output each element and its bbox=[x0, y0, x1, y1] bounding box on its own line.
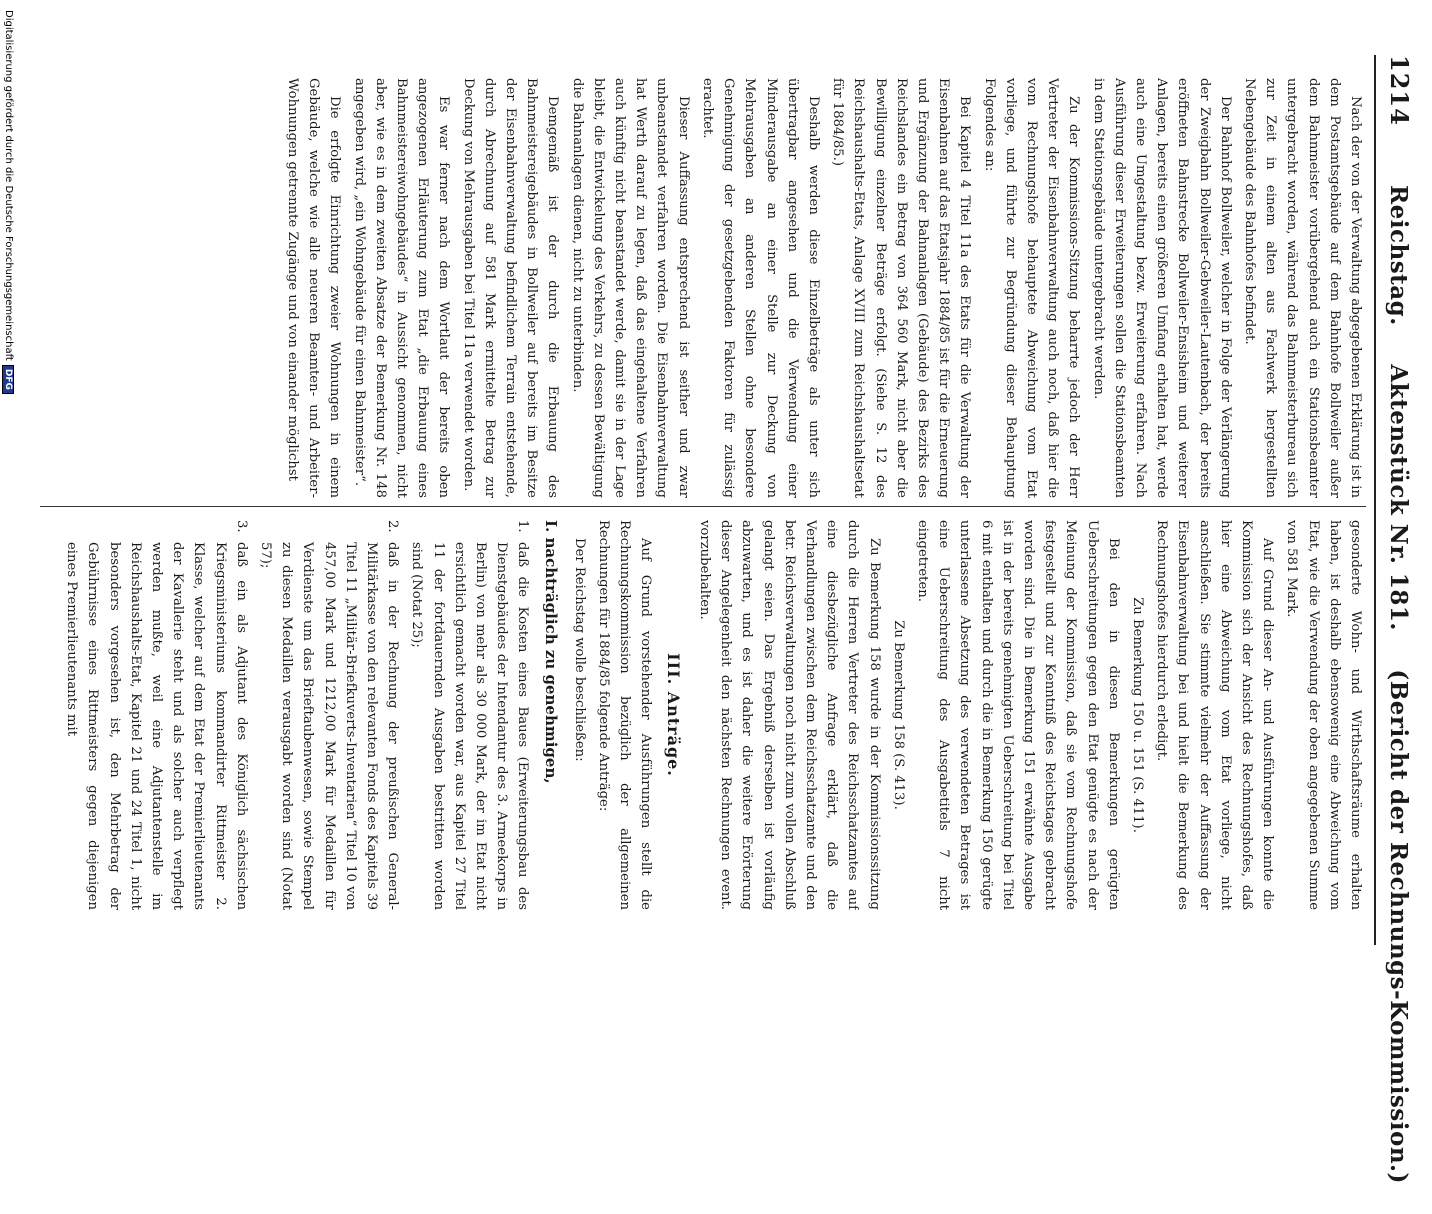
subsection-heading: I. nachträglich zu genehmigen, bbox=[541, 520, 560, 784]
page-header bbox=[1376, 55, 1422, 1184]
paragraph: Demgemäß ist der durch die Erbauung des Bahnmeistereigebäudes in Bollweiler auf bereits im Besitze der Eisenbahnverwaltung befindlichem Terrain entstehende, durch Abrechnung auf 581 Mark ermittelte Betrag zur Deckung von Mehrausgaben bei Titel 11a verwendet worden. bbox=[460, 78, 561, 498]
dfg-logo: DFG bbox=[2, 365, 14, 394]
paragraph: Auf Grund vorstehender Ausführungen stellt die Rechnungskommission bezüglich der allgemeinen Rechnungen für 1884/85 folgende Anträge: bbox=[596, 520, 654, 910]
paragraph: Nach der von der Verwaltung abgegebenen Erklärung ist in dem Postamtsgebäude auf dem Bahnhofe Bollweiler außer dem Bahnmeister vorübergehend auch ein Stationsbeamter untergebracht worden, während das Bahnmeisterbureau sich zur Zeit in einem alten aus Fachwerk hergestellten Nebengebäude des Bahnhofes befindet. bbox=[1241, 78, 1363, 498]
list-item bbox=[61, 520, 252, 910]
list-item-number: 1. bbox=[515, 520, 531, 533]
paragraph: Zu Bemerkung 158 wurde in der Kommissionssitzung durch die Herren Vertreter des Reichsschatzamtes auf eine diesbezügliche Anfrage erklärt, daß die Verhandlungen zwischen dem Reichsschatzamte und den betr. Reichsverwaltungen noch nicht zum vollen Abschluß gelangt seien. Das Ergebniß derselben ist vorläufig abzuwarten, und es ist daher die weitere Erörterung dieser Angelegenheit den nächsten Rechnungen event. vorzubehalten. bbox=[696, 520, 882, 910]
list-item-text: daß ein als Adjutant des Königlich sächsischen Kriegsministeriums kommandirter Rittmeister 2. Klasse, welcher auf dem Etat der Premierlieutenants der Kavallerie steht und als solcher auch verpflegt werden mußte, weil eine Adjutantenstelle im Reichshaushalts-Etat, Kapitel 21 und 24 Titel 1, nicht besonders vorgesehen ist, den Mehrbetrag der Gebührnisse eines Rittmeisters gegen diejenigen eines Premierlieutenants mit bbox=[64, 542, 249, 910]
paragraph: Der Reichstag wolle beschließen: bbox=[571, 538, 587, 762]
list-item-number: 2. bbox=[385, 520, 401, 533]
running-title-right: (Bericht der Rechnungs-Kommission.) bbox=[1385, 669, 1412, 1184]
paragraph: gesonderte Wohn- und Wirthschaftsräume erhalten haben, ist deshalb ebensowenig eine Abweichung vom Etat, wie die Verwendung der oben angegebenen Summe von 581 Mark. bbox=[1284, 520, 1363, 910]
paragraph: Zu Bemerkung 158 (S. 413). bbox=[890, 620, 906, 810]
left-column bbox=[40, 78, 1366, 498]
paragraph: Zu der Kommissions-Sitzung beharrte jedoch der Herr Vertreter der Eisenbahnverwaltung auch noch, daß hier die vom Rechnungshofe behauptete Abweichung vom Etat vorliege, und führte zur Begründung dieser Behauptung Folgendes an: bbox=[981, 78, 1082, 498]
list-item-number: 3. bbox=[233, 520, 249, 533]
digitization-footer bbox=[2, 10, 14, 394]
paragraph: Zu Bemerkung 150 u. 151 (S. 411). bbox=[1129, 597, 1145, 833]
paragraph: Bei den in diesen Bemerkungen gerügten Ueberschreitungen gegen den Etat genügte es nach der Meinung der Kommission, daß sie vom Rechnungshofe festgestellt und zur Kenntniß des Reichstages gebracht worden sind. Die in Bemerkung 151 erwähnte Ausgabe ist in der bereits genehmigten Ueberschreitung bei Titel 6 mit enthalten und durch die in Bemerkung 150 gerügte unterlassene Absetzung des verwendeten Betrages ist eine Ueberschreitung des Ausgabetitels 7 nicht eingetreten. bbox=[914, 520, 1121, 910]
paragraph: Der Bahnhof Bollweiler, welcher in Folge der Verlängerung der Zweigbahn Bollweiler-Gebweiler-Lautenbach, der bereits eröffneten Bahnstrecke Bollweiler-Ensisheim und weiterer Anlagen, bereits einen größeren Umfang erhalten hat, werde auch eine Umgestaltung bezw. Erweiterung erfahren. Nach Ausführung dieser Erweiterungen sollen die Stationsbeamten in dem Stationsgebäude untergebracht werden. bbox=[1090, 78, 1233, 498]
digitization-text: Digitalisierung gefördert durch die Deutsche Forschungsgemeinschaft bbox=[3, 10, 14, 361]
paragraph: Auf Grund dieser An- und Ausführungen konnte die Kommission sich der Ansicht des Rechnungshofes, daß hier eine Abweichung vom Etat vorliege, nicht anschließen. Sie stimmte vielmehr der Auffassung der Eisenbahnverwaltung bei und hielt die Bemerkung des Rechnungshofes hierdurch erledigt. bbox=[1154, 520, 1276, 910]
list-item-text: daß die Kosten eines Baues (Erweiterungsbau des Dienstgebäudes der Intendantur des 3. Armeekorps in Berlin) von mehr als 30 000 Mark, der im Etat nicht ersichtlich gemacht worden war, aus Kapitel 27 Titel 11 der fortdauernden Ausgaben bestritten worden sind (Notat 25); bbox=[409, 542, 531, 910]
running-title bbox=[1385, 185, 1412, 1184]
running-title-left: Reichstag. bbox=[1385, 185, 1412, 326]
paragraph: Die erfolgte Einrichtung zweier Wohnungen in einem Gebäude, welche wie alle neueren Beamten- und Arbeiter-Wohnungen getrennte Zugänge und von einander möglichst bbox=[285, 78, 343, 498]
column-divider bbox=[40, 506, 1366, 507]
paragraph: Es war ferner nach dem Wortlaut der bereits oben angezogenen Erläuterung zum Etat „die Erbauung eines Bahnmeistereiwohngebäudes“ in Aussicht genommen, nicht aber, wie es in dem zweiten Absatze der Bemerkung Nr. 148 angegeben wird, „ein Wohngebäude für einen Bahnmeister“. bbox=[351, 78, 452, 498]
paragraph: Deshalb werden diese Einzelbeträge als unter sich übertragbar angesehen und die Verwendung einer Minderausgabe an einer Stelle zur Deckung von Mehrausgaben an anderen Stellen ohne besondere Genehmigung der gesetzgebenden Faktoren für zulässig erachtet. bbox=[699, 78, 821, 498]
right-column bbox=[40, 520, 1366, 910]
list-item bbox=[255, 520, 403, 910]
paragraph: Dieser Auffassung entsprechend ist seither und zwar unbeanstandet verfahren worden. Die Eisenbahnverwaltung hat Werth darauf zu legen, daß das eingehaltene Verfahren auch künftig nicht beanstandet werde, damit sie in der Lage bleibt, die Entwickelung des Verkehrs, zu dessen Bewältigung die Bahnanlagen dienen, nicht zu unterbinden. bbox=[569, 78, 691, 498]
paragraph: Bei Kapitel 4 Titel 11a des Etats für die Verwaltung der Eisenbahnen auf das Etatsjahr 1884/85 ist für die Erneuerung und Ergänzung der Bahnanlagen (Gebäude) des Bezirks des Reichslandes ein Betrag von 364 560 Mark, nicht aber die Bewilligung einzelner Beträge erfolgt. (Siehe S. 12 des Reichshaushalts-Etats, Anlage XVIII zum Reichshaushaltsetat für 1884/85.) bbox=[830, 78, 973, 498]
running-title-middle: Aktenstück Nr. 181. bbox=[1385, 364, 1412, 631]
section-heading: III. Anträge. bbox=[663, 653, 683, 777]
page-number: 1214 bbox=[1385, 55, 1414, 126]
list-item bbox=[406, 520, 533, 910]
list-item-text: daß in der Rechnung der preußischen General-Militärkasse von den relevanten Fonds des Kapitels 39 Titel 11 „Militär-Briefkuverts-Inventarien“ Titel 10 von 457,00 Mark und 1212,00 Mark für Medaillen für Verdienste um das Brieftaubenwesen, sowie Stempel zu diesen Medaillen verausgabt worden sind (Notat 57); bbox=[258, 542, 401, 910]
header-rule bbox=[1374, 55, 1376, 945]
